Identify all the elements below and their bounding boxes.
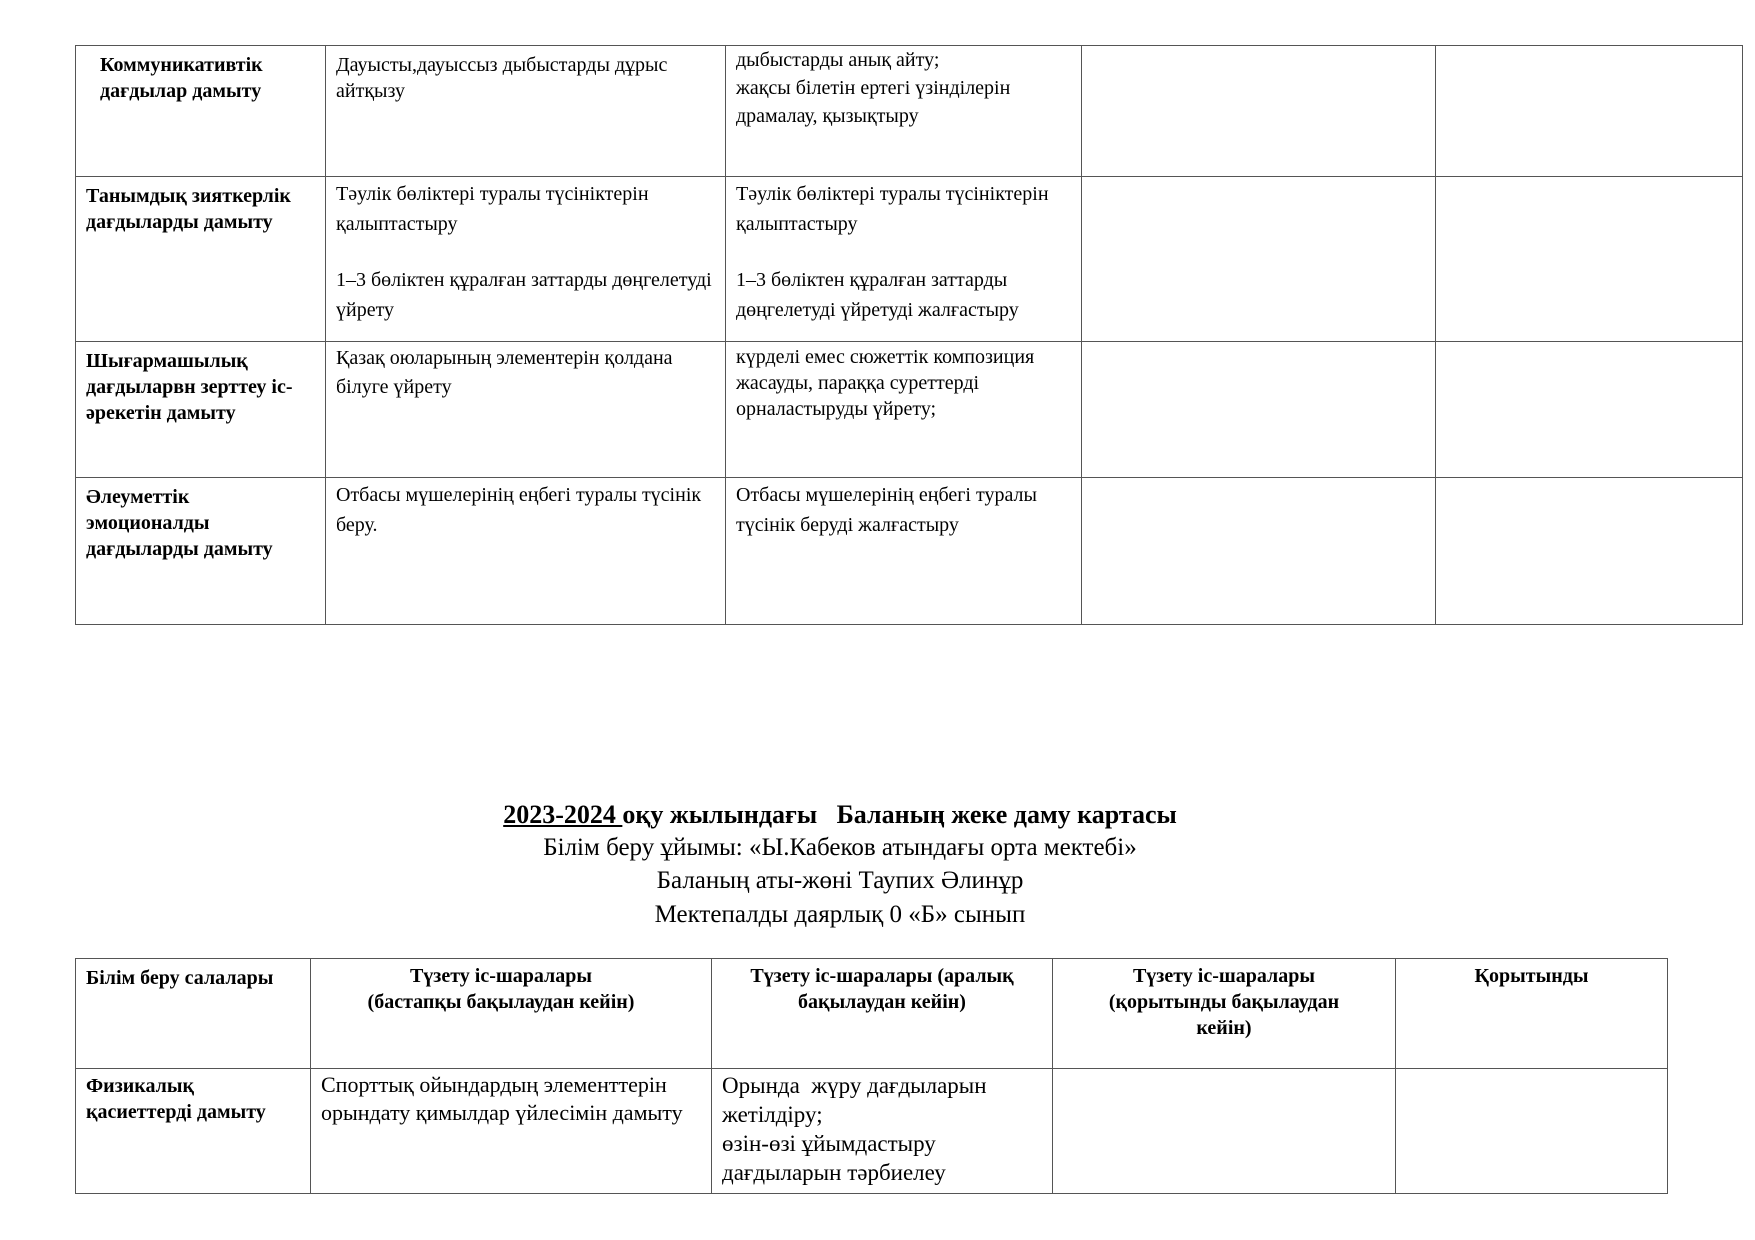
initial-cell [326, 46, 726, 177]
initial-text: Спорттық ойындардың элементтерін орындату қимылдар үйлесімін дамыту [321, 1072, 683, 1125]
interim-cell [726, 177, 1082, 342]
interim-text: жақсы білетін ертегі үзінділерін драмалау, қызықтыру [736, 77, 1011, 127]
interim-cell [726, 478, 1082, 625]
table-header-row [76, 959, 1668, 1069]
header-initial: Түзету іс-шаралары (бастапқы бақылаудан кейін) [311, 959, 712, 1069]
area-cell [76, 177, 326, 342]
final-cell [1082, 478, 1436, 625]
academic-year: 2023-2024 [503, 800, 623, 829]
interim-cell [712, 1069, 1053, 1194]
header-interim: Түзету іс-шаралары (аралық бақылаудан кейін) [712, 959, 1053, 1069]
table-row [76, 1069, 1668, 1194]
conclusion-cell [1436, 342, 1743, 478]
initial-text: Қазақ оюларының элементерін қолдана білуге үйрету [336, 347, 673, 398]
conclusion-cell [1436, 478, 1743, 625]
conclusion-cell [1436, 177, 1743, 342]
interim-text: дыбыстарды анық айту; [736, 49, 940, 71]
group-line: Мектепалды даярлық 0 «Б» сынып [654, 901, 1026, 928]
area-label: Коммуникативтік дағдылар дамыту [100, 54, 263, 102]
table-row [76, 478, 1743, 625]
header-area: Білім беру салалары [76, 959, 311, 1069]
area-cell [76, 1069, 311, 1194]
initial-text: 1–3 бөліктен құралған заттарды дөңгелетуді үйрету [336, 269, 712, 321]
final-cell [1082, 342, 1436, 478]
initial-cell [326, 342, 726, 478]
interim-text: Орында жүру дағдыларын жетілдіру; [722, 1073, 993, 1127]
initial-cell [326, 478, 726, 625]
header-conclusion: Қорытынды [1396, 959, 1668, 1069]
table-row [76, 177, 1743, 342]
table-row [76, 342, 1743, 478]
area-label: Физикалық қасиеттерді дамыту [86, 1075, 266, 1123]
header-final: Түзету іс-шаралары (қорытынды бақылаудан кейін) [1053, 959, 1396, 1069]
area-cell [76, 342, 326, 478]
child-name-line: Баланың аты-жөні Таупих Әлинұр [656, 867, 1024, 894]
area-cell [76, 46, 326, 177]
initial-cell [311, 1069, 712, 1194]
initial-text: Отбасы мүшелерінің еңбегі туралы түсінік беру. [336, 484, 702, 536]
final-cell [1053, 1069, 1396, 1194]
conclusion-cell [1436, 46, 1743, 177]
interim-text: Тәулік бөліктері туралы түсініктерін қалыптастыру [736, 183, 1049, 235]
interim-text: 1–3 бөліктен құралған заттарды дөңгелетуді үйретуді жалғастыру [736, 269, 1019, 321]
interim-cell [726, 342, 1082, 478]
final-cell [1082, 177, 1436, 342]
initial-text: Дауысты,дауыссыз дыбыстарды дұрыс айтқызу [336, 54, 668, 102]
initial-text: Тәулік бөліктері туралы түсініктерін қалыптастыру [336, 183, 649, 235]
area-label: Шығармашылық дағдыларвн зерттеу іс-әрекетін дамыту [86, 350, 293, 424]
conclusion-cell [1396, 1069, 1668, 1194]
table-row [76, 46, 1743, 177]
interim-cell [726, 46, 1082, 177]
area-label: Әлеуметтік эмоционалды дағдыларды дамыту [86, 486, 273, 560]
organization-line: Білім беру ұйымы: «Ы.Кабеков атындағы орта мектебі» [543, 834, 1137, 861]
final-cell [1082, 46, 1436, 177]
interim-text: өзін-өзі ұйымдастыру дағдыларын тәрбиелеу [722, 1131, 946, 1185]
development-table-continued [75, 45, 1743, 625]
title-text: оқу жылындағы Баланың жеке даму картасы [622, 800, 1177, 829]
initial-cell [326, 177, 726, 342]
area-label: Танымдық зияткерлік дағдыларды дамыту [86, 185, 291, 233]
area-cell [76, 478, 326, 625]
development-table [75, 958, 1668, 1194]
interim-text: Отбасы мүшелерінің еңбегі туралы түсінік беруді жалғастыру [736, 484, 1037, 536]
interim-text: күрделі емес сюжеттік композиция жасауды, параққа суреттерді орналастыруды үйрету; [736, 346, 1035, 420]
page-title [0, 798, 1680, 831]
